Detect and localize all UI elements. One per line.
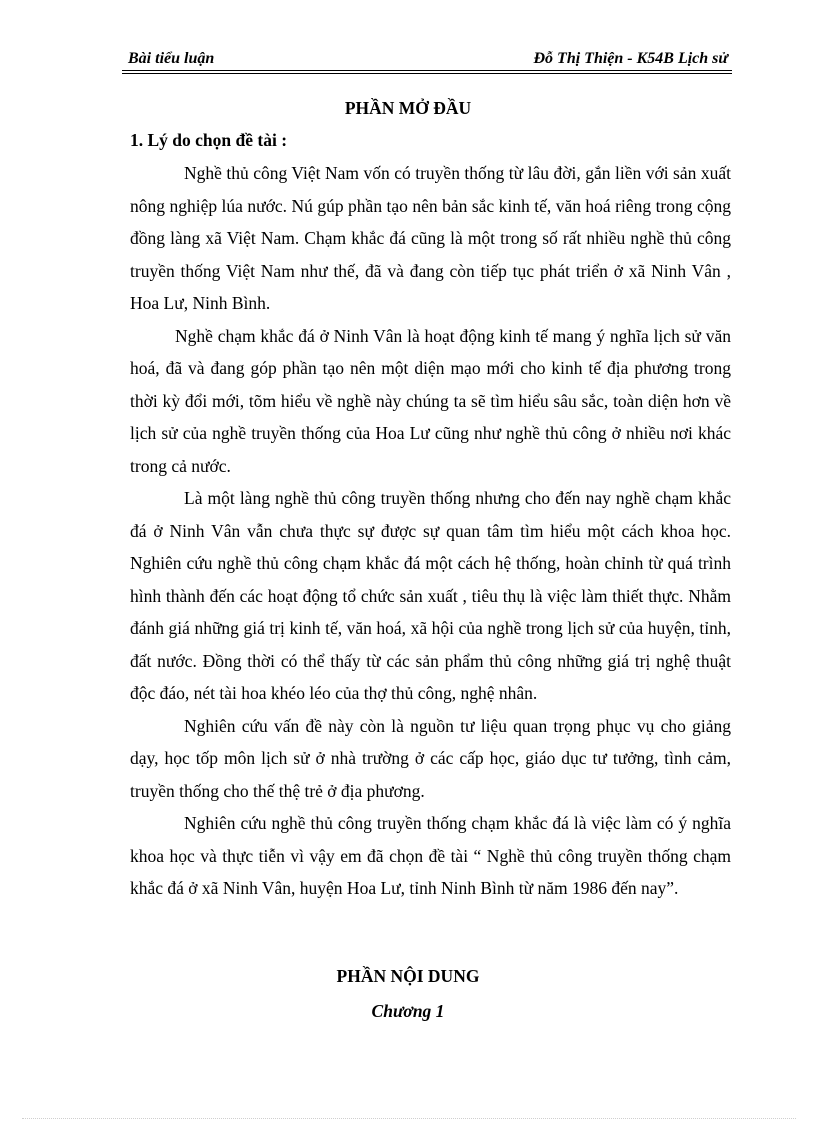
running-header bbox=[128, 50, 728, 72]
content-section-title: PHẦN NỘI DUNG bbox=[336, 966, 480, 986]
header-course-label: Bài tiểu luận bbox=[128, 50, 215, 67]
paragraph-5: Nghiên cứu nghề thủ công truyền thống chạm khắc đá là việc làm có ý nghĩa khoa học và thực tiễn vì vậy em đã chọn đề tài “ Nghề thủ công truyền thống chạm khắc đá ở xã Ninh Vân, huyện Hoa Lư, tỉnh Ninh Bình từ năm 1986 đến nay”. bbox=[130, 813, 731, 898]
paragraph-1: Nghề thủ công Việt Nam vốn có truyền thống từ lâu đời, gắn liền với sản xuất nông nghiệp lúa nước. Nú gúp phần tạo nên bản sắc kinh tế, văn hoá riêng trong cộng đồng làng xã Việt Nam. Chạm khắc đá cũng là một trong số rất nhiều nghề thủ công truyền thống Việt Nam như thế, đã và đang còn tiếp tục phát triển ở xã Ninh Vân , Hoa Lư, Ninh Bình. bbox=[130, 163, 731, 313]
page-bottom-border bbox=[22, 1118, 796, 1119]
header-divider bbox=[122, 70, 732, 74]
paragraph-3: Là một làng nghề thủ công truyền thống nhưng cho đến nay nghề chạm khắc đá ở Ninh Vân vẫn chưa thực sự được sự quan tâm tìm hiểu một cách khoa học. Nghiên cứu nghề thủ công chạm khắc đá một cách hệ thống, hoàn chỉnh từ quá trình hình thành đến các hoạt động tổ chức sản xuất , tiêu thụ là việc làm thiết thực. Nhằm đánh giá những giá trị kinh tế, văn hoá, xã hội của nghề trong lịch sử của huyện, tỉnh, đất nước. Đồng thời có thể thấy từ các sản phẩm thủ công những giá trị nghệ thuật độc đáo, nét tài hoa khéo léo của thợ thủ công, nghệ nhân. bbox=[130, 488, 731, 703]
chapter-label: Chương 1 bbox=[371, 1001, 445, 1021]
paragraph-4: Nghiên cứu vấn đề này còn là nguồn tư liệu quan trọng phục vụ cho giảng dạy, học tốp môn lịch sử ở nhà trường ở các cấp học, giáo dục tư tưởng, tình cảm, truyền thống cho thế thệ trẻ ở địa phương. bbox=[130, 715, 731, 801]
paragraph-2: Nghề chạm khắc đá ở Ninh Vân là hoạt động kinh tế mang ý nghĩa lịch sử văn hoá, đã và đang góp phần tạo nên một diện mạo mới cho kinh tế địa phương trong thời kỳ đổi mới, tõm hiểu về nghề này chúng ta sẽ tìm hiểu sâu sắc, toàn diện hơn về lịch sử của nghề truyền thống của Hoa Lư cũng như nghề thủ công ở nhiều nơi khác trong cả nước. bbox=[130, 325, 731, 476]
intro-section-title: PHẦN MỞ ĐẦU bbox=[344, 98, 472, 118]
section-1-heading: 1. Lý do chọn đề tài : bbox=[130, 130, 288, 150]
header-author-label: Đỗ Thị Thiện - K54B Lịch sử bbox=[533, 50, 728, 67]
body-text bbox=[130, 157, 731, 905]
